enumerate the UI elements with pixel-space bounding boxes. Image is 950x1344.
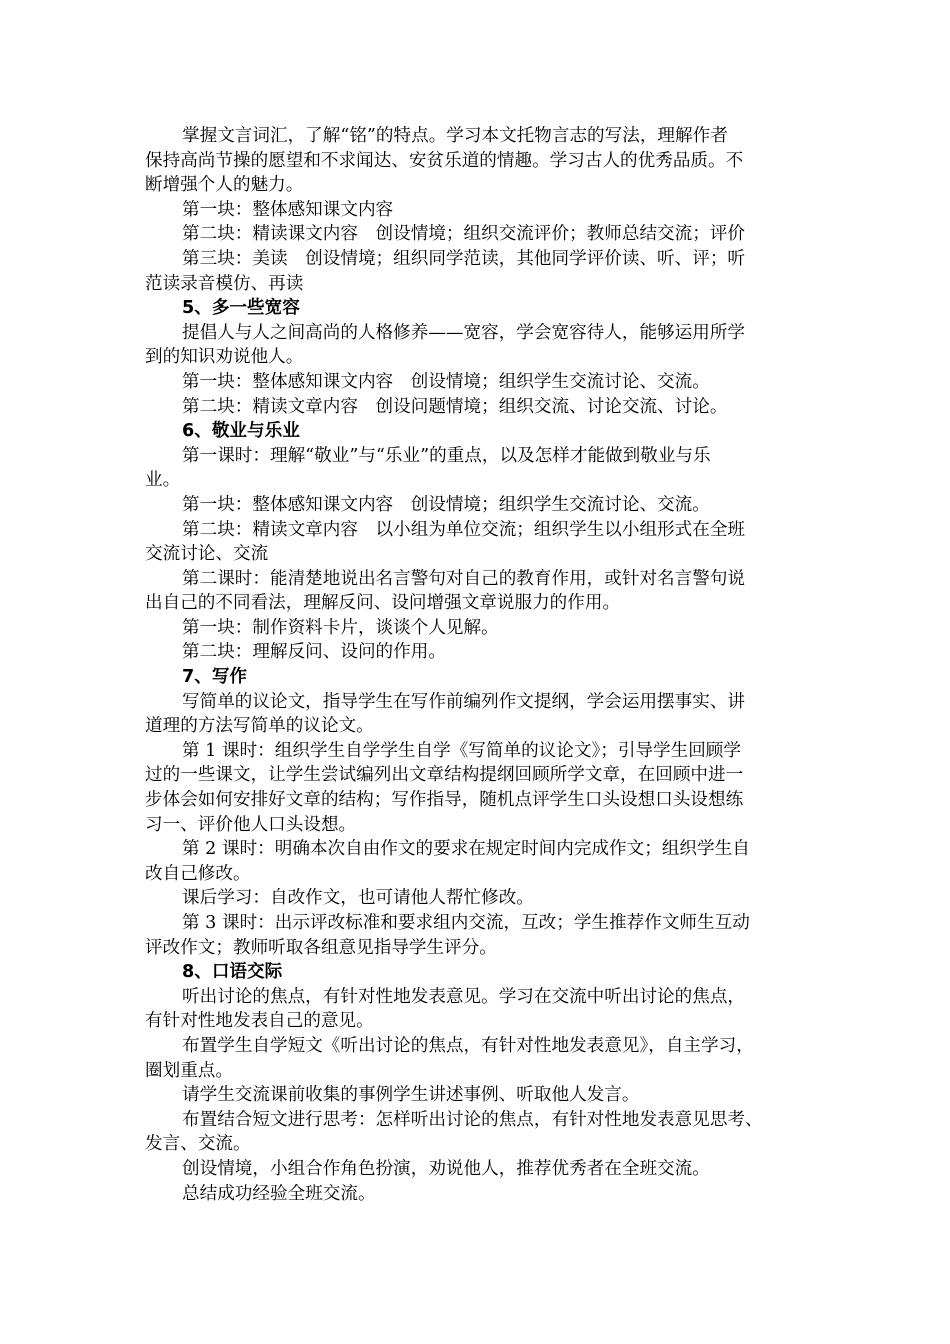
paragraph-line: 第一块：整体感知课文内容 创设情境；组织学生交流讨论、交流。	[182, 494, 710, 515]
paragraph-line: 断增强个人的魅力。	[145, 175, 304, 196]
paragraph-line: 保持高尚节操的愿望和不求闻达、安贫乐道的情趣。学习古人的优秀品质。不	[145, 150, 744, 171]
paragraph-line: 创设情境，小组合作角色扮演，劝说他人，推荐优秀者在全班交流。	[182, 1158, 710, 1179]
paragraph-line: 出自己的不同看法，理解反问、设问增强文章说服力的作用。	[145, 593, 621, 614]
paragraph-line: 习一、评价他人口头设想。	[145, 814, 357, 835]
paragraph-line: 布置结合短文进行思考：怎样听出讨论的焦点，有针对性地发表意见思考、	[182, 1109, 763, 1130]
paragraph-line: 业。	[145, 470, 181, 491]
section-heading: 5、多一些宽容	[182, 298, 300, 319]
paragraph-line: 布置学生自学短文《听出讨论的焦点，有针对性地发表意见》，自主学习，	[182, 1035, 754, 1056]
paragraph-line: 过的一些课文，让学生尝试编列出文章结构提纲回顾所学文章，在回顾中进一	[145, 765, 744, 786]
paragraph-line: 有针对性地发表自己的意见。	[145, 1011, 374, 1032]
section-heading: 8、口语交际	[182, 962, 283, 983]
paragraph-line: 交流讨论、交流	[145, 544, 269, 565]
paragraph-line: 第 1 课时：组织学生自学学生自学《写简单的议论文》；引导学生回顾学	[182, 740, 741, 761]
section-heading: 6、敬业与乐业	[182, 421, 300, 442]
paragraph-line: 听出讨论的焦点，有针对性地发表意见。学习在交流中听出讨论的焦点，	[182, 986, 746, 1007]
paragraph-line: 掌握文言词汇，了解“铭”的特点。学习本文托物言志的写法，理解作者	[182, 126, 728, 146]
paragraph-line: 课后学习：自改作文，也可请他人帮忙修改。	[182, 888, 534, 909]
paragraph-line: 步体会如何安排好文章的结构；写作指导，随机点评学生口头设想口头设想练	[145, 790, 744, 811]
paragraph-line: 发言、交流。	[145, 1134, 251, 1155]
paragraph-line: 第二课时：能清楚地说出名言警句对自己的教育作用，或针对名言警句说	[182, 568, 746, 589]
paragraph-line: 改自己修改。	[145, 863, 251, 884]
paragraph-line: 第一块：整体感知课文内容 创设情境；组织学生交流讨论、交流。	[182, 371, 710, 392]
section-heading: 7、写作	[182, 667, 248, 688]
paragraph-line: 第一块：整体感知课文内容	[182, 199, 394, 220]
paragraph-line: 第 3 课时：出示评改标准和要求组内交流，互改；学生推荐作文师生互动	[182, 913, 750, 933]
paragraph-line: 第三块：美读 创设情境；组织同学范读，其他同学评价读、听、评；听	[182, 248, 746, 269]
paragraph-line: 第二块：精读课文内容 创设情境；组织交流评价；教师总结交流；评价	[182, 224, 746, 245]
paragraph-line: 第二块：精读文章内容 创设问题情境；组织交流、讨论交流、讨论。	[182, 396, 728, 417]
paragraph-line: 第二块：精读文章内容 以小组为单位交流；组织学生以小组形式在全班	[182, 519, 746, 540]
paragraph-line: 第一块：制作资料卡片，谈谈个人见解。	[182, 617, 499, 638]
paragraph-line: 第一课时：理解“敬业”与“乐业”的重点，以及怎样才能做到敬业与乐	[182, 445, 711, 466]
paragraph-line: 范读录音模仿、再读	[145, 273, 304, 294]
paragraph-line: 写简单的议论文，指导学生在写作前编列作文提纲，学会运用摆事实、讲	[182, 691, 746, 712]
paragraph-line: 第二块：理解反问、设问的作用。	[182, 642, 446, 663]
paragraph-line: 总结成功经验全班交流。	[182, 1183, 376, 1204]
paragraph-line: 圈划重点。	[145, 1060, 233, 1081]
paragraph-line: 第 2 课时：明确本次自由作文的要求在规定时间内完成作文；组织学生自	[182, 839, 750, 860]
paragraph-line: 提倡人与人之间高尚的人格修养——宽容，学会宽容待人，能够运用所学	[182, 322, 746, 343]
paragraph-line: 评改作文；教师听取各组意见指导学生评分。	[145, 937, 497, 958]
paragraph-line: 道理的方法写简单的议论文。	[145, 716, 374, 737]
paragraph-line: 请学生交流课前收集的事例学生讲述事例、听取他人发言。	[182, 1085, 640, 1106]
paragraph-line: 到的知识劝说他人。	[145, 347, 304, 368]
